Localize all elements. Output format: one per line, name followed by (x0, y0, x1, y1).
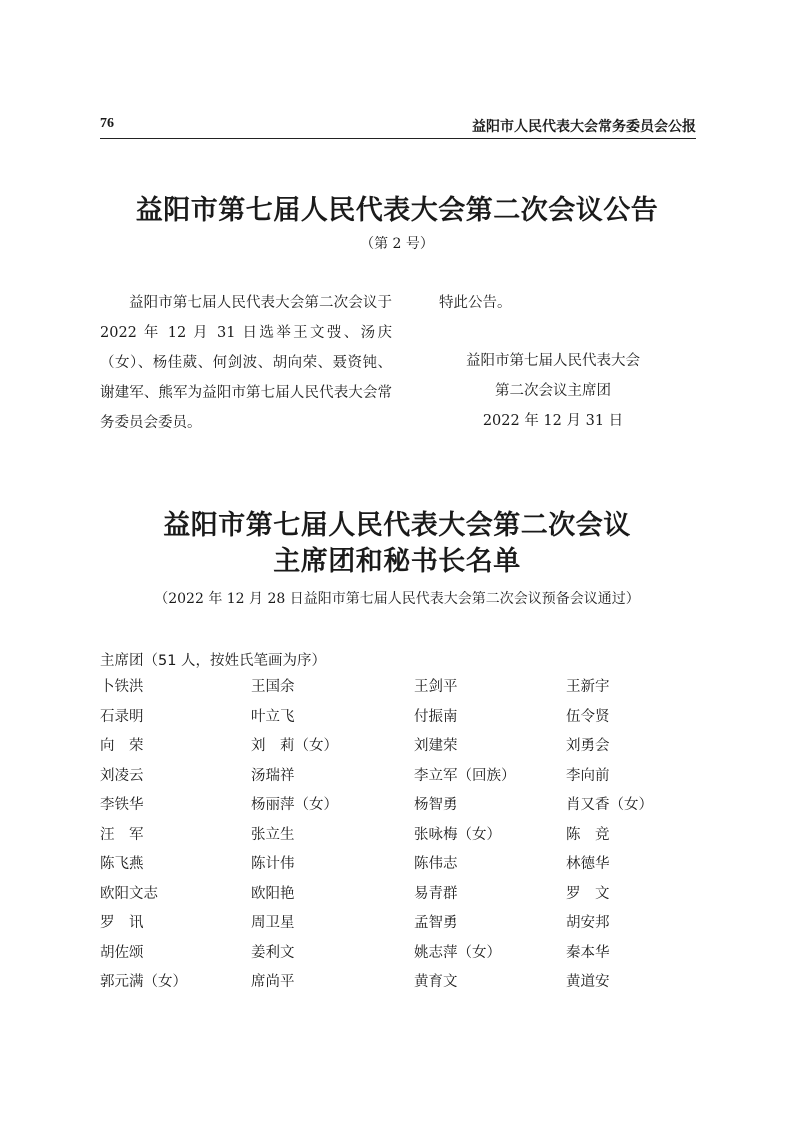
member-name: 林德华 (566, 856, 610, 873)
member-name: 石录明 (100, 708, 144, 725)
member-name: 胡佐颂 (100, 944, 144, 961)
announcement-body (100, 288, 392, 438)
member-name: 刘 莉（女） (251, 738, 338, 755)
announcement-title: 益阳市第七届人民代表大会第二次会议公告 (135, 195, 659, 226)
member-name: 杨丽萍（女） (251, 797, 338, 814)
member-name: 王新宇 (566, 679, 610, 696)
member-name: 席尚平 (251, 974, 295, 991)
body-line: 聂资钝、谢建军、熊军为益阳市第七届人 (100, 355, 393, 401)
member-name: 叶立飞 (251, 708, 295, 725)
member-name: 罗 讯 (100, 915, 144, 932)
announcement-paragraph (100, 288, 392, 438)
page-header (100, 116, 696, 138)
member-name: 王剑平 (414, 679, 458, 696)
member-name: 黄道安 (566, 974, 610, 991)
announcement-right-column (410, 288, 696, 429)
member-name: 李铁华 (100, 797, 144, 814)
member-name: 汤瑞祥 (251, 767, 295, 784)
member-name: 陈计伟 (251, 856, 295, 873)
member-name: 易青群 (414, 885, 458, 902)
header-rule (100, 138, 696, 139)
member-name: 汪 军 (100, 826, 144, 843)
member-name: 杨智勇 (414, 797, 458, 814)
member-name: 李向前 (566, 767, 610, 784)
body-line: 会议于 2022 年 12 月 31 日选举王文弢、 (100, 295, 393, 341)
announcement-signature (410, 346, 696, 436)
member-name: 王国余 (251, 679, 295, 696)
member-name: 陈 竞 (566, 826, 610, 843)
announcement-closing: 特此公告。 (439, 295, 512, 311)
presidium-note: （2022 年 12 月 28 日益阳市第七届人民代表大会第二次会议预备会议通过） (154, 591, 640, 607)
member-name: 卜铁洪 (100, 679, 144, 696)
signature-date: 2022 年 12 月 31 日 (482, 413, 624, 429)
body-line: 益阳市第七届人民代表大会第二次 (129, 295, 349, 311)
member-name: 欧阳文志 (100, 885, 158, 902)
member-name: 黄育文 (414, 974, 458, 991)
body-line: 汤庆（女）、杨佳葳、何剑波、胡向荣、 (100, 325, 393, 371)
member-name: 欧阳艳 (251, 885, 295, 902)
member-name: 胡安邦 (566, 915, 610, 932)
member-name: 伍令贤 (566, 708, 610, 725)
member-name: 刘勇会 (566, 738, 610, 755)
signature-line: 益阳市第七届人民代表大会 (466, 353, 640, 369)
presidium-title (60, 508, 734, 580)
member-name: 姜利文 (251, 944, 295, 961)
announcement-number: （第 2 号） (360, 236, 434, 252)
body-line: 民代表大会常务委员会委员。 (100, 385, 393, 431)
member-name: 向 荣 (100, 738, 144, 755)
member-name: 付振南 (414, 708, 458, 725)
page-number: 76 (100, 116, 114, 131)
member-name: 姚志萍（女） (414, 944, 501, 961)
member-name: 孟智勇 (414, 915, 458, 932)
member-name: 郭元满（女） (100, 974, 187, 991)
member-name: 肖又香（女） (566, 797, 653, 814)
member-name: 张立生 (251, 826, 295, 843)
presidium-title-line: 主席团和秘书长名单 (273, 546, 521, 577)
journal-title: 益阳市人民代表大会常务委员会公报 (472, 119, 696, 135)
presidium-list-heading: 主席团（51 人，按姓氏笔画为序） (100, 653, 327, 669)
presidium-member-list (100, 671, 720, 996)
member-name: 罗 文 (566, 885, 610, 902)
signature-line: 第二次会议主席团 (495, 383, 611, 399)
presidium-title-line: 益阳市第七届人民代表大会第二次会议 (163, 510, 631, 541)
member-name: 李立军（回族） (414, 767, 516, 784)
member-name: 刘凌云 (100, 767, 144, 784)
member-name: 刘建荣 (414, 738, 458, 755)
member-name: 张咏梅（女） (414, 826, 501, 843)
member-name: 秦本华 (566, 944, 610, 961)
member-name: 周卫星 (251, 915, 295, 932)
member-name: 陈飞燕 (100, 856, 144, 873)
member-name: 陈伟志 (414, 856, 458, 873)
